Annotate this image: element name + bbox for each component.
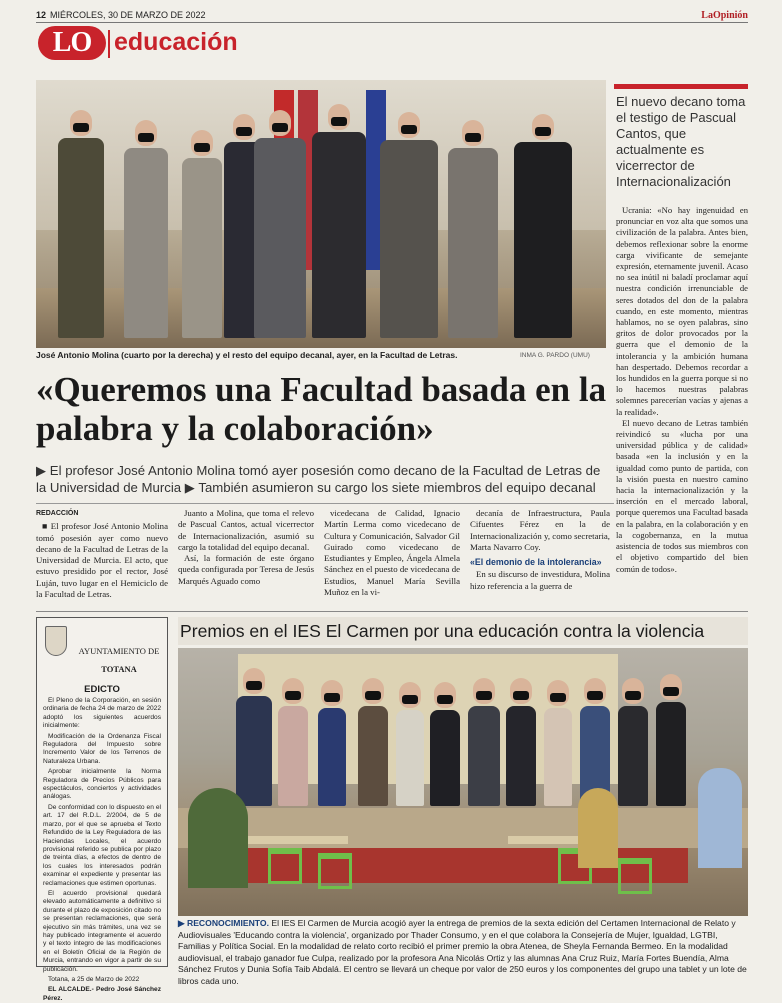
main-photo-credit: INMA G. PARDO (UMU)	[520, 352, 590, 359]
article-paragraph: Así, la formación de este órgano queda configurada por Teresa de Jesús Marqués Aguado como	[178, 553, 314, 586]
page-header	[36, 8, 748, 22]
article-column-4	[470, 508, 610, 592]
article-headline: «Queremos una Facultad basada en la palabra y la colaboración»	[36, 370, 607, 448]
ad-paragraph: De conformidad con lo dispuesto en el art. 17 del R.D.L. 2/2004, de 5 de marzo, por el que se aprueba el Texto Refundido de la Ley Reguladora de las Haciendas Locales, el acuerdo provisional referido se publica por plazo de treinta días, a efectos de dentro de los cuales los interesados podrán examinar el expediente y presentar las reclamaciones que estimen oportunas.	[43, 803, 161, 887]
person	[580, 678, 610, 806]
person	[318, 680, 346, 806]
article-intertitle: «El demonio de la intolerancia»	[470, 557, 602, 568]
article-paragraph: vicedecana de Calidad, Ignacio Martín Lerma como vicedecano de Cultura y Comunicación, Salvador Gil Guirado como vicedecano de Estudiantes y Empleo, Ángela Almela Sánchez en el puesto de vicedecana de Estudios, Manuel María Sevilla Muñoz en la vi-	[324, 508, 460, 598]
ad-signature: EL ALCALDE.- Pedro José Sánchez Pérez.	[43, 986, 161, 1002]
ad-paragraph: Modificación de la Ordenanza Fiscal Reguladora del Impuesto sobre Incremento Valor de los Terrenos de Naturaleza Urbana.	[43, 732, 161, 765]
classroom-chair	[618, 858, 652, 894]
newspaper-brand: LaOpinión	[701, 9, 748, 21]
ad-paragraph: El Pleno de la Corporación, en sesión ordinaria de fecha 24 de marzo de 2022 adoptó los siguientes acuerdos inicialmente:	[43, 697, 161, 730]
classroom-table	[238, 836, 348, 844]
sidebar-highlight: El nuevo decano toma el testigo de Pascual Cantos, que actualmente es vicerrector de Internacionalización	[616, 94, 746, 189]
person	[124, 120, 168, 338]
person	[254, 110, 306, 338]
ad-body	[43, 697, 161, 1003]
classroom-chair	[318, 853, 352, 889]
header-rule	[36, 22, 748, 23]
page-date: MIÉRCOLES, 30 DE MARZO DE 2022	[50, 10, 206, 20]
article-column-1	[36, 508, 168, 600]
person	[236, 668, 272, 806]
person	[514, 114, 572, 338]
person	[278, 678, 308, 806]
person	[544, 680, 572, 806]
ad-entity-line1: AYUNTAMIENTO DE	[78, 646, 160, 656]
person	[506, 678, 536, 806]
article-column-3	[324, 508, 460, 598]
ad-date: Totana, a 25 de Marzo de 2022	[48, 976, 140, 983]
ad-entity-line2: TOTANA	[101, 664, 137, 674]
person	[182, 130, 222, 338]
edict-advertisement	[36, 617, 168, 1002]
person	[358, 678, 388, 806]
article-paragraph: Juanto a Molina, que toma el relevo de Pascual Cantos, actual vicerrector de Internacionalización, asumió su cargo la totalidad del equipo decanal.	[178, 508, 314, 552]
second-article-title: Premios en el IES El Carmen por una educación contra la violencia	[178, 617, 748, 645]
article-column-2	[178, 508, 314, 587]
person	[468, 678, 500, 806]
ad-title: EDICTO	[84, 684, 120, 695]
article-paragraph: decanía de Infraestructura, Paula Cifuentes Férez en la de Internacionalización y, como secretaria, Marta Navarro Coy.	[470, 508, 610, 552]
article-subheadline: ▶ El profesor José Antonio Molina tomó ayer posesión como decano de la Facultad de Letras de la Universidad de Murcia ▶ También asumieron su cargo los siete miembros del equipo decanal	[36, 463, 601, 495]
ad-paragraph: El acuerdo provisional quedará elevado automáticamente a definitivo si durante el plazo de exposición citado no se presentan reclamaciones, que será ejecutivo sin más trámites, una vez se hay publicado íntegramente el acuerdo y el texto íntegro de las modificaciones en el Boletín Oficial de la Región de Murcia, entrando en vigor a partir de su publicación.	[43, 889, 161, 973]
sidebar-paragraph: Ucrania: «No hay ingenuidad en pronunciar en voz alta que somos una civilización de la palabra. Antes bien, debemos reflexionar sobre la enorme carga vivificante de semejante expresión, eternamente juvenil. Acaso no sea inútil ni baladí proclamar aquí nuestra condición irrenunciable de seres dotados del don de la palabra cuando, en este momento, mientras hablamos, no se oyen palabras, sino gritos de dolor provocados por la guerra que el demonio de la intolerancia y la ambición humana han despertado. Debemos recordar a los hundidos en la guerra porque si no lo hacemos nuestras palabras solemnes parecerían vacías y ajenas a la realidad».	[616, 205, 748, 417]
section-logo: LO	[38, 26, 106, 60]
person	[380, 112, 438, 338]
person	[448, 120, 498, 338]
spectator	[188, 788, 248, 888]
ad-paragraph: Aprobar inicialmente la Norma Reguladora de Precios Públicos para espectáculos, conciertos y actividades análogas.	[43, 768, 161, 801]
coat-of-arms-icon	[45, 626, 67, 656]
section-title: educación	[114, 28, 238, 56]
second-article-photo	[178, 648, 748, 916]
sidebar-paragraph: El nuevo decano de Letras también reivindicó su «lucha por una universidad pública y de calidad» basada «en la inclusión y en la igualdad como punto de partida, con la visión puesta en nuestro camino hacia la internacionalización y la inserción en el mercado laboral, porque queremos una Facultad basada en la palabra, en la colaboración y en la cogobernanza, en la mutua asistencia de todos sus miembros con el objetivo compartido del bien común de todos».	[616, 417, 748, 574]
second-article-caption	[178, 918, 748, 988]
person	[656, 674, 686, 806]
caption-label: ▶ RECONOCIMIENTO.	[178, 918, 269, 928]
classroom-chair	[268, 848, 302, 884]
byline: REDACCIÓN	[36, 510, 79, 517]
subhead-rule	[36, 503, 614, 504]
page-number: 12	[36, 10, 47, 20]
spectator	[698, 768, 742, 868]
sidebar-accent-bar	[614, 84, 748, 89]
person	[312, 104, 366, 338]
section-separator	[108, 30, 110, 58]
section-divider	[36, 611, 748, 612]
person	[430, 682, 460, 806]
person	[58, 110, 104, 338]
sidebar-text	[616, 205, 748, 575]
person	[396, 682, 424, 806]
article-paragraph: En su discurso de investidura, Molina hizo referencia a la guerra de	[470, 569, 610, 591]
article-paragraph: ■ El profesor José Antonio Molina tomó posesión ayer como nuevo decano de la Facultad de Letras de la Universidad de Murcia. El acto, que estuvo presidido por el rector, José Luján, tuvo lugar en el Hemiciclo de la Facultad de Letras.	[36, 521, 168, 600]
main-photo-caption: José Antonio Molina (cuarto por la derecha) y el resto del equipo decanal, ayer, en la Facultad de Letras.	[36, 350, 458, 360]
spectator	[578, 788, 618, 868]
person	[618, 678, 648, 806]
main-photo	[36, 80, 606, 348]
caption-text: El IES El Carmen de Murcia acogió ayer la entrega de premios de la sexta edición del Certamen Internacional de Relato y Audiovisuales 'Educando contra la violencia', organizado por Thader Consumo, y en el que colabora la Consejería de Mujer, Igualdad, LGTBI, Familias y Política Social. En la modalidad de relato corto recibió el primer premio la obra Atenea, de Sheyla Fernanda Bermeo. En la modalidad audiovisual, el trabajo ganador fue Culpa, realizado por la profesora Ana Nicolás Ortiz y las alumnas Ana Cruz Ruiz, María Fortes Buendía, Alma Sánchez Frutos y Dunia Sofía Taib Abdalá. El centro se llevará un cheque por valor de 250 euros y los componentes del grupo una tablet y un lote de libros cada uno.	[178, 918, 747, 986]
